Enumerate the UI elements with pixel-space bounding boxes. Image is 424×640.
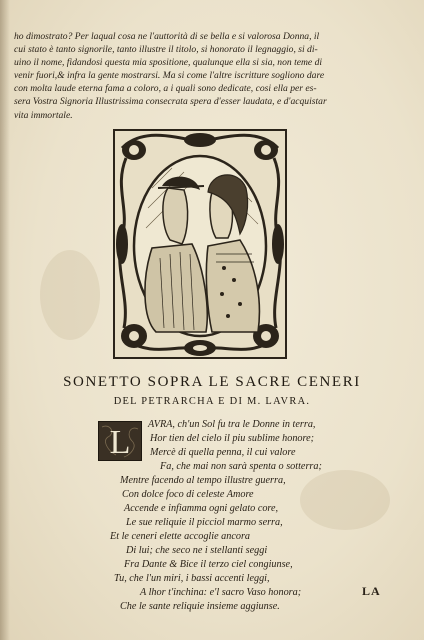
signature-mark: LA xyxy=(362,584,381,598)
decorated-initial xyxy=(98,421,142,461)
verse-line: Mercè di quella penna, il cui valore xyxy=(150,447,296,458)
woodcut-portrait-illustration xyxy=(112,128,288,360)
verse-line: Di lui; che seco ne i stellanti seggi xyxy=(126,545,268,556)
sonnet-subtitle: DEL PETRARCHA E DI M. LAVRA. xyxy=(113,396,311,407)
dropcap-letter: L xyxy=(109,424,131,461)
prose-line: cui stato è tanto signorile, tanto illustre il titolo, si honorato il legnaggio, si di- xyxy=(14,44,318,56)
verse-line: AVRA, ch'un Sol fu tra le Donne in terra, xyxy=(148,419,316,430)
verse-line: Fa, che mai non sarà spenta o sotterra; xyxy=(160,461,322,472)
verse-line: Fra Dante & Bice il terzo ciel congiunse, xyxy=(124,559,293,570)
prose-line: vita immortale. xyxy=(14,109,73,121)
prose-line: sera Vostra Signoria Illustrissima consecrata spera d'esser laudata, e d'acquistar xyxy=(14,96,327,108)
verse-line: Hor tien del cielo il piu sublime honore; xyxy=(150,433,315,444)
verse-line: Con dolce foco di celeste Amore xyxy=(122,489,254,500)
prose-line: uino il nome, fidandosi questa mia spositione, qualunque ella si sia, non teme di xyxy=(14,57,323,69)
verse-line: A lhor t'inchina: e'l sacro Vaso honora; xyxy=(140,587,302,598)
verse-line: Le sue reliquie il picciol marmo serra, xyxy=(126,517,283,528)
paper-stain xyxy=(300,470,390,530)
prose-line: venir fuori,& infra la gente mostrarsi. Ma si come l'altre iscritture sogliono dare xyxy=(14,70,325,82)
prose-line: con molta laude eterna fama a coloro, a i quali sono dedicate, cosi ella per es- xyxy=(14,83,317,95)
sonnet-title: SONETTO SOPRA LE SACRE CENERI xyxy=(63,374,361,390)
verse-line: Tu, che l'un miri, i bassi accenti leggi, xyxy=(114,573,270,584)
verse-line: Accende e infiamma ogni gelato core, xyxy=(124,503,279,514)
paper-stain xyxy=(40,250,100,340)
verse-line: Che le sante reliquie insieme aggiunse. xyxy=(120,601,280,612)
prose-line: ho dimostrato? Per laqual cosa ne l'auttorità di se bella e si valorosa Donna, il xyxy=(14,31,320,42)
verse-line: Mentre facendo al tempo illustre guerra, xyxy=(120,475,286,486)
verse-line: Et le ceneri elette accoglie ancora xyxy=(110,531,251,542)
dedication-prose xyxy=(14,30,382,122)
gutter-shadow xyxy=(0,0,10,640)
